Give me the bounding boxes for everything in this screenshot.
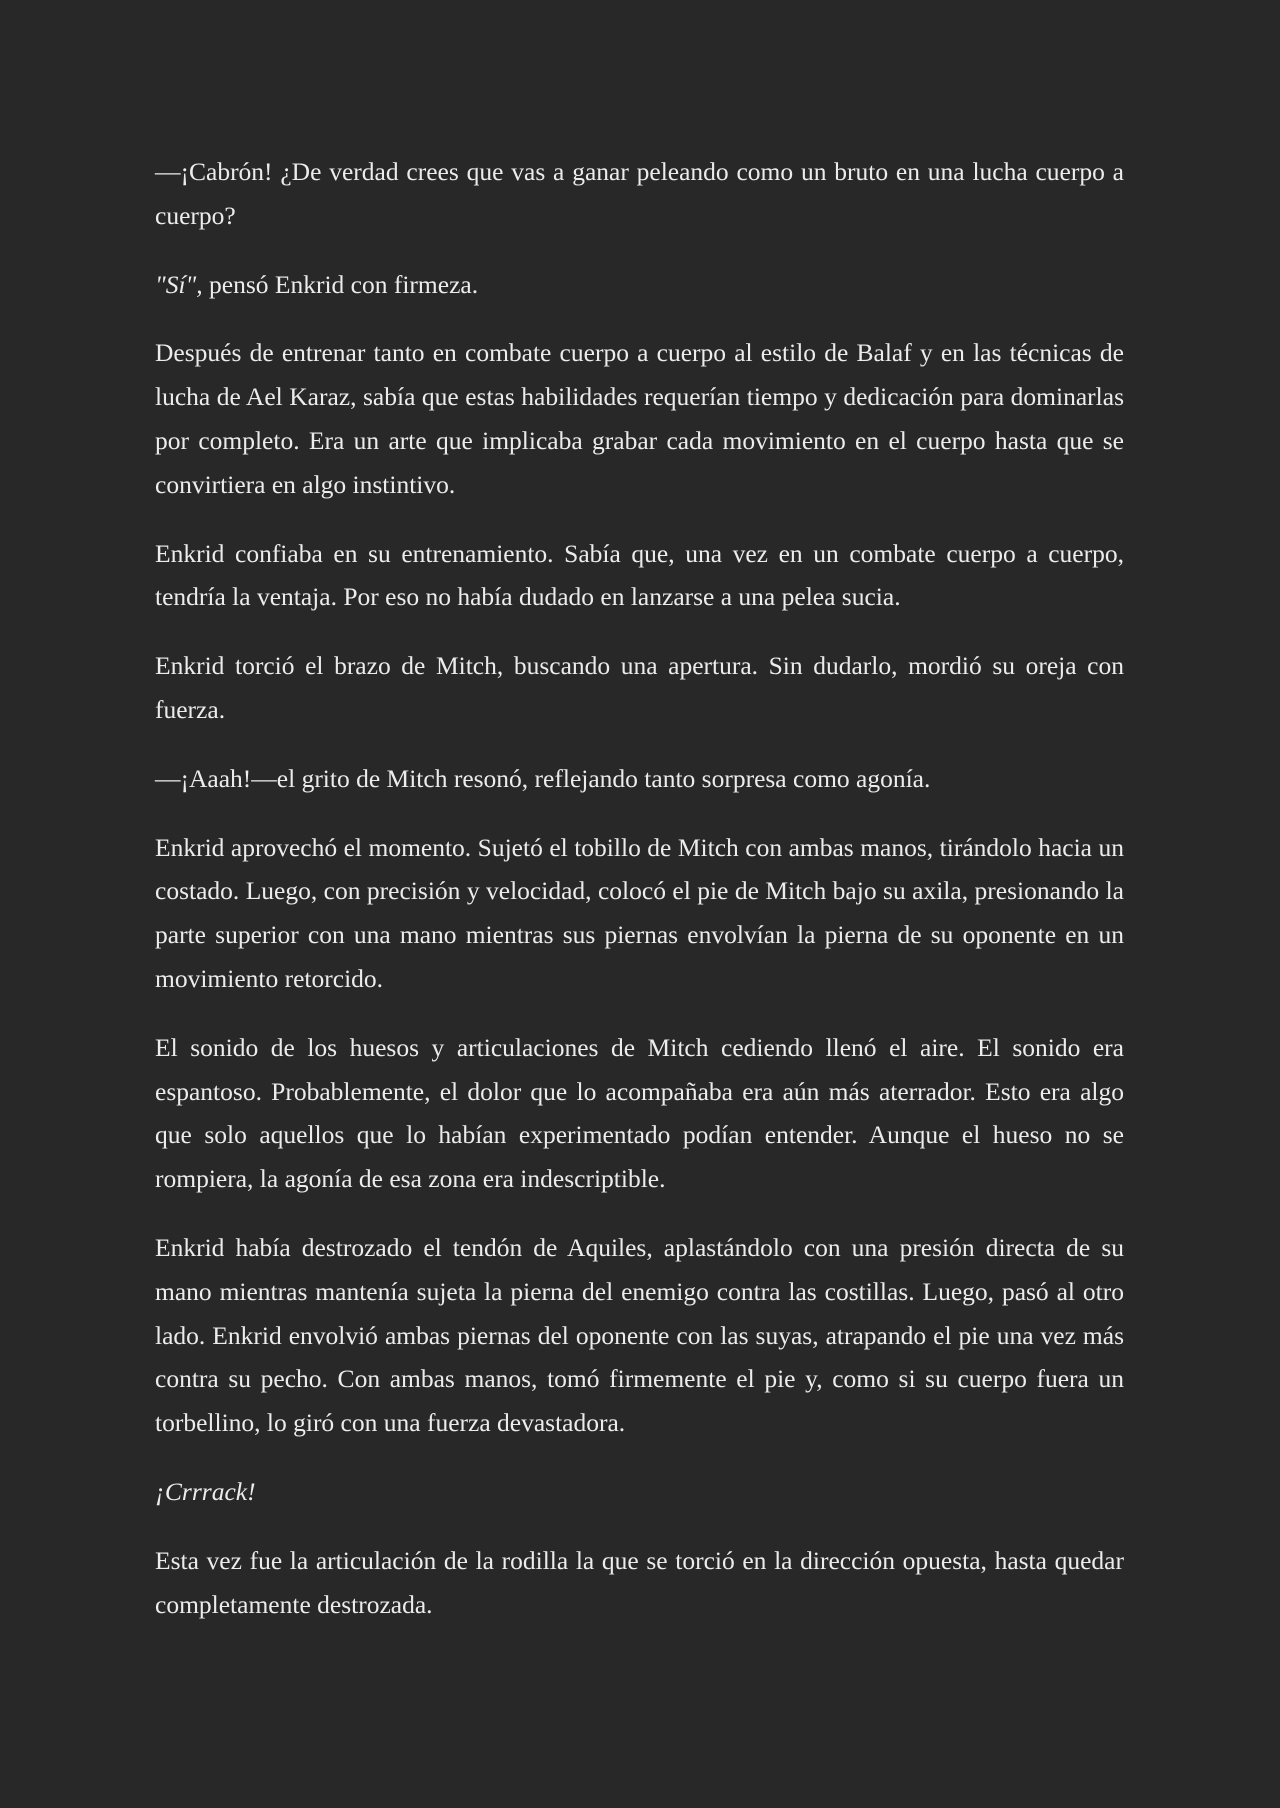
paragraph-1: —¡Cabrón! ¿De verdad crees que vas a ganar peleando como un bruto en una lucha cuerpo a cuerpo? <box>155 157 1124 230</box>
paragraph-6: —¡Aaah!—el grito de Mitch resonó, reflejando tanto sorpresa como agonía. <box>155 763 931 793</box>
paragraph-2 <box>155 263 1124 307</box>
sound-effect: ¡Crrrack! <box>155 1476 256 1506</box>
paragraph-2-italic: "Sí", <box>155 269 203 299</box>
paragraph-7: Enkrid aprovechó el momento. Sujetó el tobillo de Mitch con ambas manos, tirándolo hacia un costado. Luego, con precisión y velocidad, colocó el pie de Mitch bajo su axila, presionando la parte superior con una mano mientras sus piernas envolvían la pierna de su oponente en un movimiento retorcido. <box>155 832 1124 993</box>
paragraph-4: Enkrid confiaba en su entrenamiento. Sabía que, una vez en un combate cuerpo a cuerpo, tendría la ventaja. Por eso no había dudado en lanzarse a una pelea sucia. <box>155 538 1124 612</box>
paragraph-2-text: pensó Enkrid con firmeza. <box>202 269 479 299</box>
paragraph-5: Enkrid torció el brazo de Mitch, buscando una apertura. Sin dudarlo, mordió su oreja con fuerza. <box>155 651 1124 724</box>
paragraph-9: Enkrid había destrozado el tendón de Aquiles, aplastándolo con una presión directa de su mano mientras mantenía sujeta la pierna del enemigo contra las costillas. Luego, pasó al otro lado. Enkrid envolvió ambas piernas del oponente con las suyas, atrapando el pie una vez más contra su pecho. Con ambas manos, tomó firmemente el pie y, como si su cuerpo fuera un torbellino, lo giró con una fuerza devastadora. <box>155 1232 1124 1438</box>
paragraph-10 <box>155 1470 1124 1514</box>
paragraph-11: Esta vez fue la articulación de la rodilla la que se torció en la dirección opuesta, hasta quedar completamente destrozada. <box>155 1545 1124 1619</box>
paragraph-3: Después de entrenar tanto en combate cuerpo a cuerpo al estilo de Balaf y en las técnicas de lucha de Ael Karaz, sabía que estas habilidades requerían tiempo y dedicación para dominarlas por completo. Era un arte que implicaba grabar cada movimiento en el cuerpo hasta que se convirtiera en algo instintivo. <box>155 338 1124 499</box>
document-body <box>155 150 1124 1651</box>
paragraph-8: El sonido de los huesos y articulaciones de Mitch cediendo llenó el aire. El sonido era espantoso. Probablemente, el dolor que lo acompañaba era aún más aterrador. Esto era algo que solo aquellos que lo habían experimentado podían entender. Aunque el hueso no se rompiera, la agonía de esa zona era indescriptible. <box>155 1032 1124 1194</box>
